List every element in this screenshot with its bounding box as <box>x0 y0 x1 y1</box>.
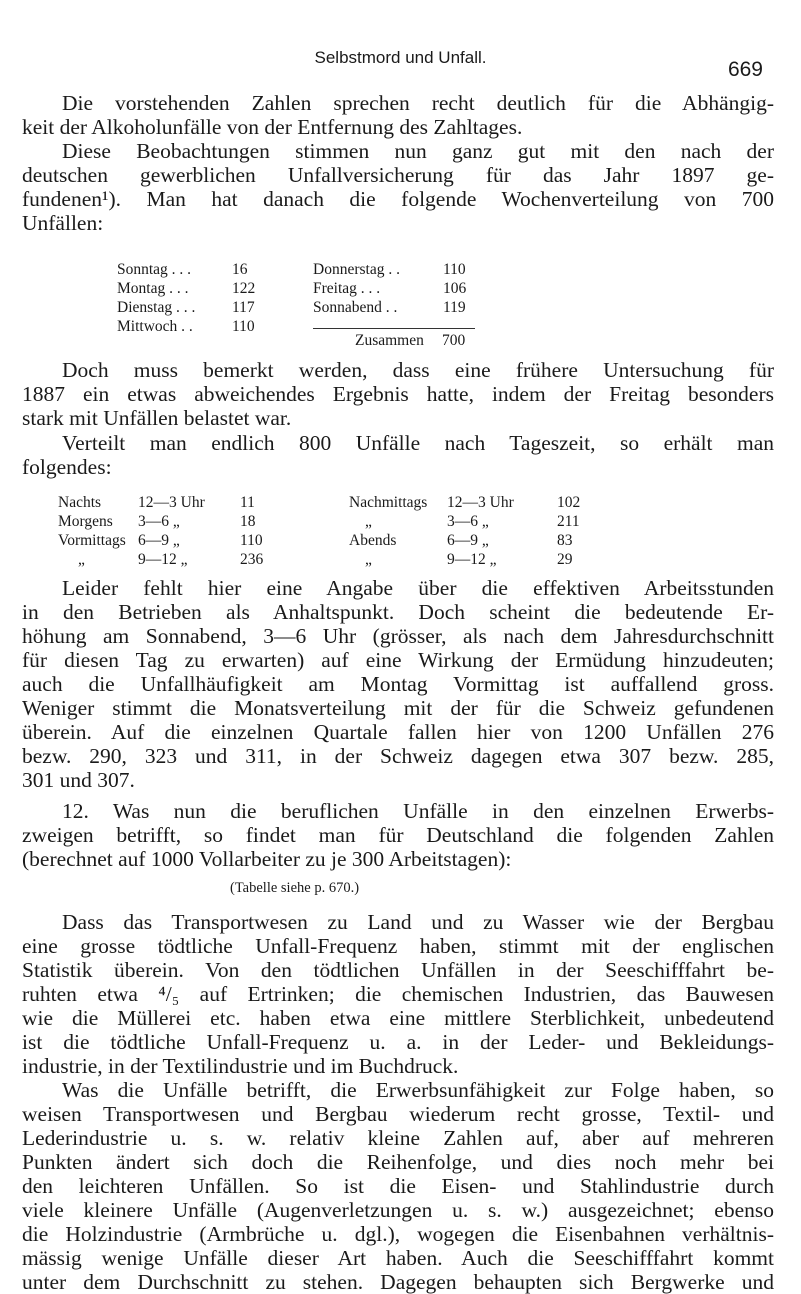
text-line: Weniger stimmt die Monatsverteilung mit der für die Schweiz gefundenen <box>22 696 774 720</box>
paragraph-8 <box>22 1078 774 1294</box>
text-line: mässig wenige Unfälle dieser Art haben. Auch die Seeschifffahrt kommt <box>22 1246 774 1270</box>
text-line: (berechnet auf 1000 Vollarbeiter zu je 300 Arbeitstagen): <box>22 847 512 871</box>
text-line: stark mit Unfällen belastet war. <box>22 406 292 430</box>
text-line: in den Betrieben als Anhaltspunkt. Doch scheint die bedeutende Er- <box>22 600 774 624</box>
text-line: 12. Was nun die beruflichen Unfälle in den einzelnen Erwerbs- <box>62 799 774 823</box>
weekday-table-right <box>313 260 466 317</box>
text-line: Unfällen: <box>22 211 104 235</box>
page-number: 669 <box>727 58 763 81</box>
paragraph-2 <box>22 139 774 235</box>
table-row: Mittwoch . . 110 <box>117 318 255 335</box>
table-row: „ 9—12 „ 29 <box>365 551 573 568</box>
text-line: Die vorstehenden Zahlen sprechen recht deutlich für die Abhängig- <box>62 91 774 115</box>
text-line: ist die tödtliche Unfall-Frequenz u. a. in der Leder- und Bekleidungs- <box>22 1030 774 1054</box>
text-line: Doch muss bemerkt werden, dass eine frühere Untersuchung für <box>62 358 774 382</box>
table-row: Zusammen 700 <box>355 332 466 349</box>
text-line: Verteilt man endlich 800 Unfälle nach Tageszeit, so erhält man <box>62 431 774 455</box>
text-line: zweigen betrifft, so findet man für Deutschland die folgenden Zahlen <box>22 823 774 847</box>
text-line: den leichteren Unfällen. So ist die Eisen- und Stahlindustrie durch <box>22 1174 774 1198</box>
text-line: deutschen gewerblichen Unfallversicherung für das Jahr 1897 ge- <box>22 163 774 187</box>
text-line: Punkten ändert sich doch die Reihenfolge, und dies noch mehr bei <box>22 1150 774 1174</box>
text-line: Leider fehlt hier eine Angabe über die effektiven Arbeitsstunden <box>62 576 774 600</box>
text-line: Dass das Transportwesen zu Land und zu Wasser wie der Bergbau <box>62 910 774 934</box>
table-row: Nachts 12—3 Uhr 11 <box>58 494 255 511</box>
table-row: Montag . . . 122 <box>117 280 256 297</box>
text-line: fundenen¹). Man hat danach die folgende Wochenverteilung von 700 <box>22 187 774 211</box>
weekday-table-left <box>117 260 255 336</box>
table-row: Sonntag . . . 16 <box>117 261 248 278</box>
text-line: viele kleinere Unfälle (Augenverletzungen u. s. w.) ausgezeichnet; ebenso <box>22 1198 774 1222</box>
weekday-total <box>355 331 465 350</box>
text-line: 1887 ein etwas abweichendes Ergebnis hatte, indem der Freitag besonders <box>22 382 774 406</box>
text-line: Was die Unfälle betrifft, die Erwerbsunfähigkeit zur Folge haben, so <box>62 1078 774 1102</box>
paragraph-6 <box>22 799 774 871</box>
text-line: Diese Beobachtungen stimmen nun ganz gut mit den nach der <box>62 139 774 163</box>
paragraph-5 <box>22 576 774 792</box>
time-table-right <box>349 493 580 569</box>
text-line: die Holzindustrie (Armbrüche u. dgl.), wogegen die Eisenbahnen verhältnis- <box>22 1222 774 1246</box>
running-title: Selbstmord und Unfall. <box>314 48 487 67</box>
text-line: folgendes: <box>22 455 112 479</box>
table-row: Dienstag . . . 117 <box>117 299 255 316</box>
table-row: Morgens 3—6 „ 18 <box>58 513 256 530</box>
text-line: unter dem Durchschnitt zu stehen. Dagegen behaupten sich Bergwerke und <box>22 1270 774 1294</box>
paragraph-3 <box>22 358 774 430</box>
text-line: weisen Transportwesen und Bergbau wiederum recht grosse, Textil- und <box>22 1102 774 1126</box>
text-line: 301 und 307. <box>22 768 135 792</box>
paragraph-1 <box>22 91 774 139</box>
text-line: Statistik überein. Von den tödtlichen Unfällen in der Seeschifffahrt be- <box>22 958 774 982</box>
text-line: für diesen Tag zu erwarten) auf eine Wirkung der Ermüdung hinzudeuten; <box>22 648 774 672</box>
text-line: keit der Alkoholunfälle von der Entfernung des Zahltages. <box>22 115 523 139</box>
text-line: auch die Unfallhäufigkeit am Montag Vormittag ist auffallend gross. <box>22 672 774 696</box>
text-line: höhung am Sonnabend, 3—6 Uhr (grösser, als nach dem Jahresdurchschnitt <box>22 624 774 648</box>
time-table-left <box>58 493 263 569</box>
table-row: Sonnabend . . 119 <box>313 299 466 316</box>
text-line: eine grosse tödtliche Unfall-Frequenz haben, stimmt mit der englischen <box>22 934 774 958</box>
sum-rule <box>313 328 475 329</box>
table-reference: (Tabelle siehe p. 670.) <box>230 880 360 896</box>
text-line: wie die Müllerei etc. haben etwa eine mittlere Sterblichkeit, unbedeutend <box>22 1006 774 1030</box>
text-line: Lederindustrie u. s. w. relativ kleine Zahlen auf, aber auf mehreren <box>22 1126 774 1150</box>
table-row: Freitag . . . 106 <box>313 280 467 297</box>
paragraph-7 <box>22 910 774 1078</box>
table-row: Abends 6—9 „ 83 <box>349 532 573 549</box>
table-row: Donnerstag . . 110 <box>313 261 466 278</box>
text-line: überein. Auf die einzelnen Quartale fallen hier von 1200 Unfällen 276 <box>22 720 774 744</box>
text-line: industrie, in der Textilindustrie und im Buchdruck. <box>22 1054 459 1078</box>
paragraph-4 <box>22 431 774 479</box>
text-line: ruhten etwa ⁴/₅ auf Ertrinken; die chemischen Industrien, das Bauwesen <box>22 982 774 1006</box>
table-row: „ 3—6 „ 211 <box>365 513 580 530</box>
table-row: „ 9—12 „ 236 <box>78 551 264 568</box>
table-row: Vormittags 6—9 „ 110 <box>58 532 263 549</box>
text-line: bezw. 290, 323 und 311, in der Schweiz dagegen etwa 307 bezw. 285, <box>22 744 774 768</box>
table-row: Nachmittags 12—3 Uhr 102 <box>349 494 581 511</box>
